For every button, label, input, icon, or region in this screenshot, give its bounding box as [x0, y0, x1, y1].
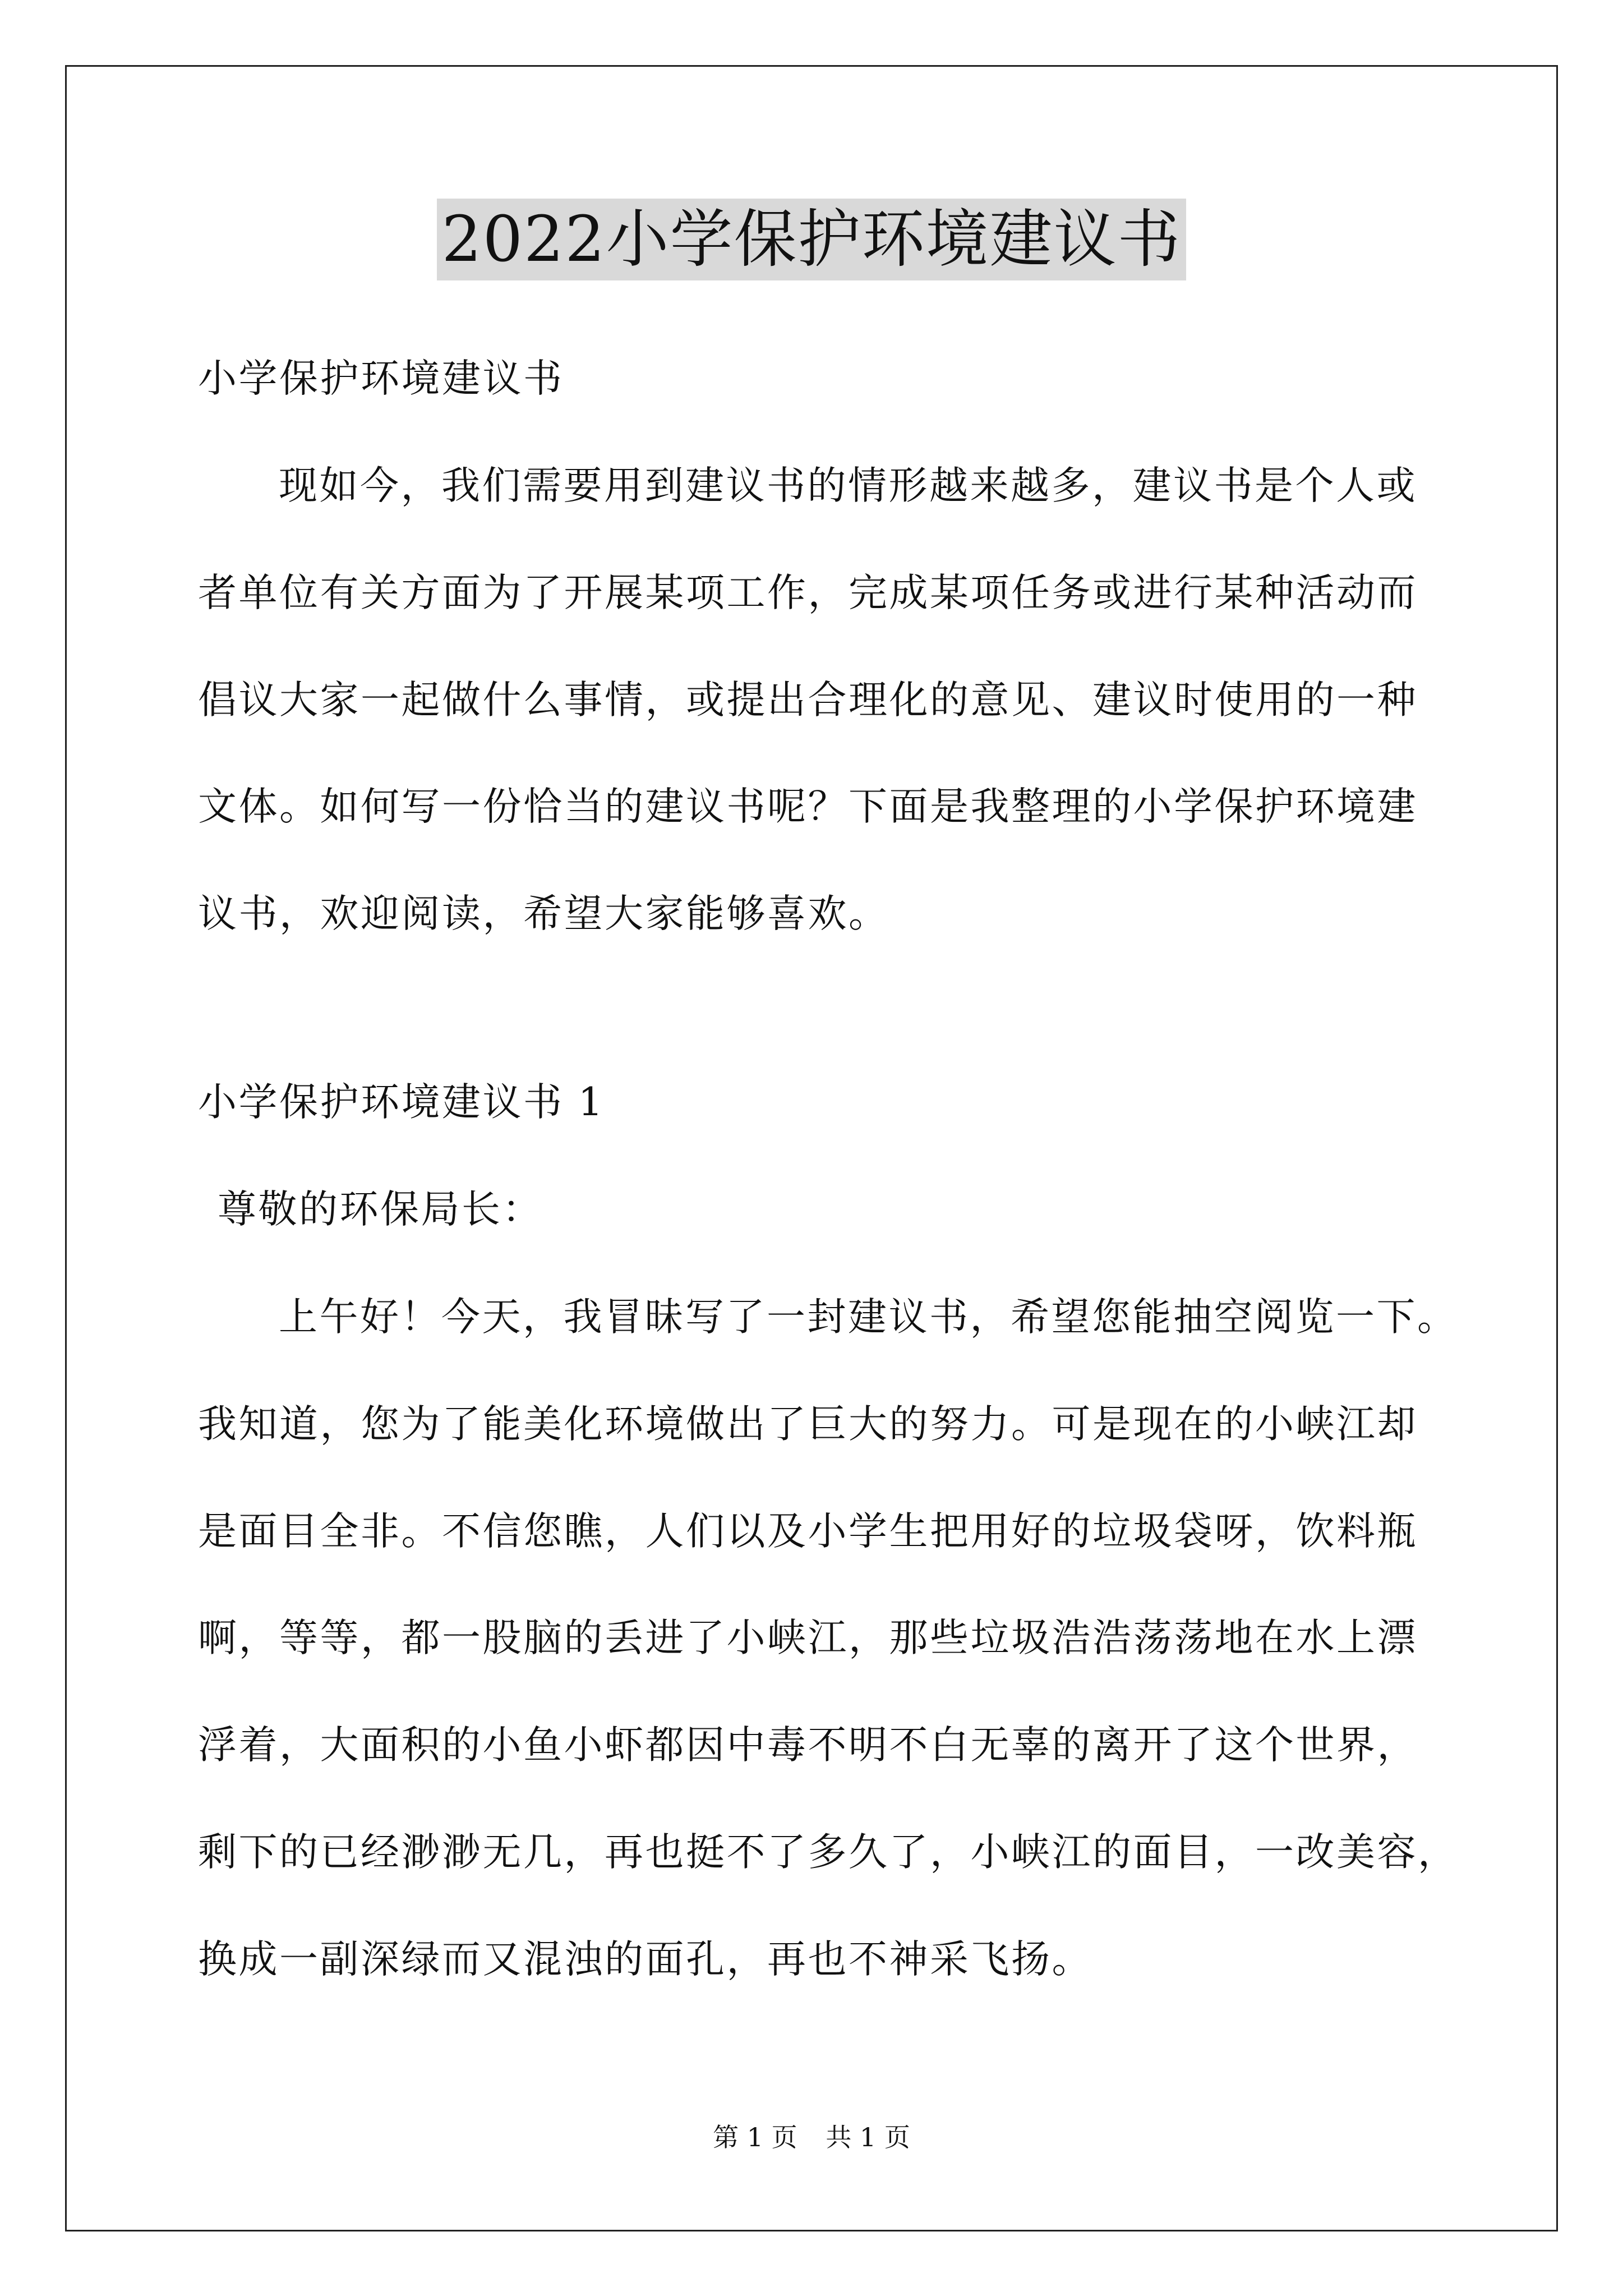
page-number-total: 共 1 页 [826, 2122, 910, 2152]
intro-line: 议书，欢迎阅读，希望大家能够喜欢。 [198, 891, 889, 936]
intro-line: 现如今，我们需要用到建议书的情形越来越多，建议书是个人或 [279, 463, 1417, 508]
body-line: 上午好！今天，我冒昧写了一封建议书，希望您能抽空阅览一下。 [279, 1295, 1458, 1340]
document-subtitle: 小学保护环境建议书 [198, 356, 564, 401]
intro-line: 文体。如何写一份恰当的建议书呢？下面是我整理的小学保护环境建 [198, 784, 1418, 829]
section-heading: 小学保护环境建议书 1 [198, 1080, 605, 1125]
intro-line: 倡议大家一起做什么事情，或提出合理化的意见、建议时使用的一种 [198, 678, 1418, 723]
page-number-current: 第 1 页 [713, 2122, 797, 2152]
page-footer [0, 2120, 1623, 2154]
body-line: 是面目全非。不信您瞧，人们以及小学生把用好的垃圾袋呀，饮料瓶 [198, 1509, 1418, 1554]
body-line: 换成一副深绿而又混浊的面孔，再也不神采飞扬。 [198, 1937, 1092, 1982]
salutation: 尊敬的环保局长： [218, 1187, 543, 1232]
title-container [0, 199, 1623, 280]
document-title: 2022小学保护环境建议书 [437, 199, 1186, 280]
body-line: 啊，等等，都一股脑的丢进了小峡江，那些垃圾浩浩荡荡地在水上漂 [198, 1616, 1418, 1660]
body-line: 我知道，您为了能美化环境做出了巨大的努力。可是现在的小峡江却 [198, 1402, 1418, 1447]
intro-line: 者单位有关方面为了开展某项工作，完成某项任务或进行某种活动而 [198, 570, 1418, 615]
body-line: 剩下的已经渺渺无几，再也挺不了多久了，小峡江的面目，一改美容， [198, 1830, 1459, 1875]
body-line: 浮着，大面积的小鱼小虾都因中毒不明不白无辜的离开了这个世界， [198, 1723, 1418, 1768]
